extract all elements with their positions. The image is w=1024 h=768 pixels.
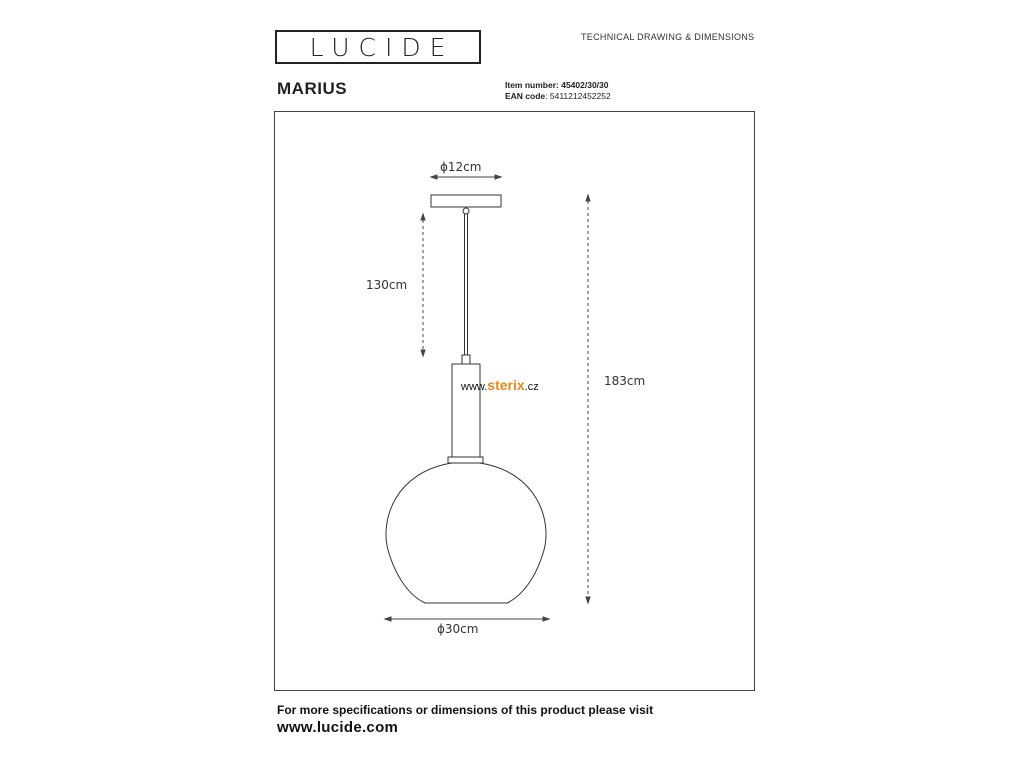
watermark-prefix: www. (461, 381, 488, 393)
shade-diameter-label: ϕ30cm (437, 622, 479, 636)
footer-note: For more specifications or dimensions of this product please visit (277, 703, 654, 717)
cable-dimension-line (421, 214, 425, 356)
canopy-dimension-line (431, 175, 501, 179)
product-name: MARIUS (277, 79, 348, 98)
watermark (461, 377, 539, 393)
shade-dimension-line (385, 617, 549, 621)
suspension-cable (462, 208, 470, 364)
ean-label: EAN code (505, 91, 546, 101)
brand-logo: LUCIDE (275, 30, 481, 64)
item-number-value: 45402/30/30 (561, 80, 609, 90)
document-type: TECHNICAL DRAWING & DIMENSIONS (581, 32, 755, 42)
watermark-suffix: .cz (524, 381, 539, 393)
height-dimension-line (586, 195, 590, 603)
total-height-label: 183cm (604, 374, 646, 388)
ean-value: : 5411212452252 (545, 91, 611, 101)
watermark-brand: sterix (487, 377, 525, 393)
item-number-label: Item number: (505, 80, 559, 90)
canopy-diameter-label: ϕ12cm (440, 160, 482, 174)
ceiling-canopy (431, 195, 501, 207)
cable-length-label: 130cm (366, 278, 408, 292)
glass-globe (386, 463, 546, 603)
footer-link[interactable]: www.lucide.com (277, 719, 399, 736)
